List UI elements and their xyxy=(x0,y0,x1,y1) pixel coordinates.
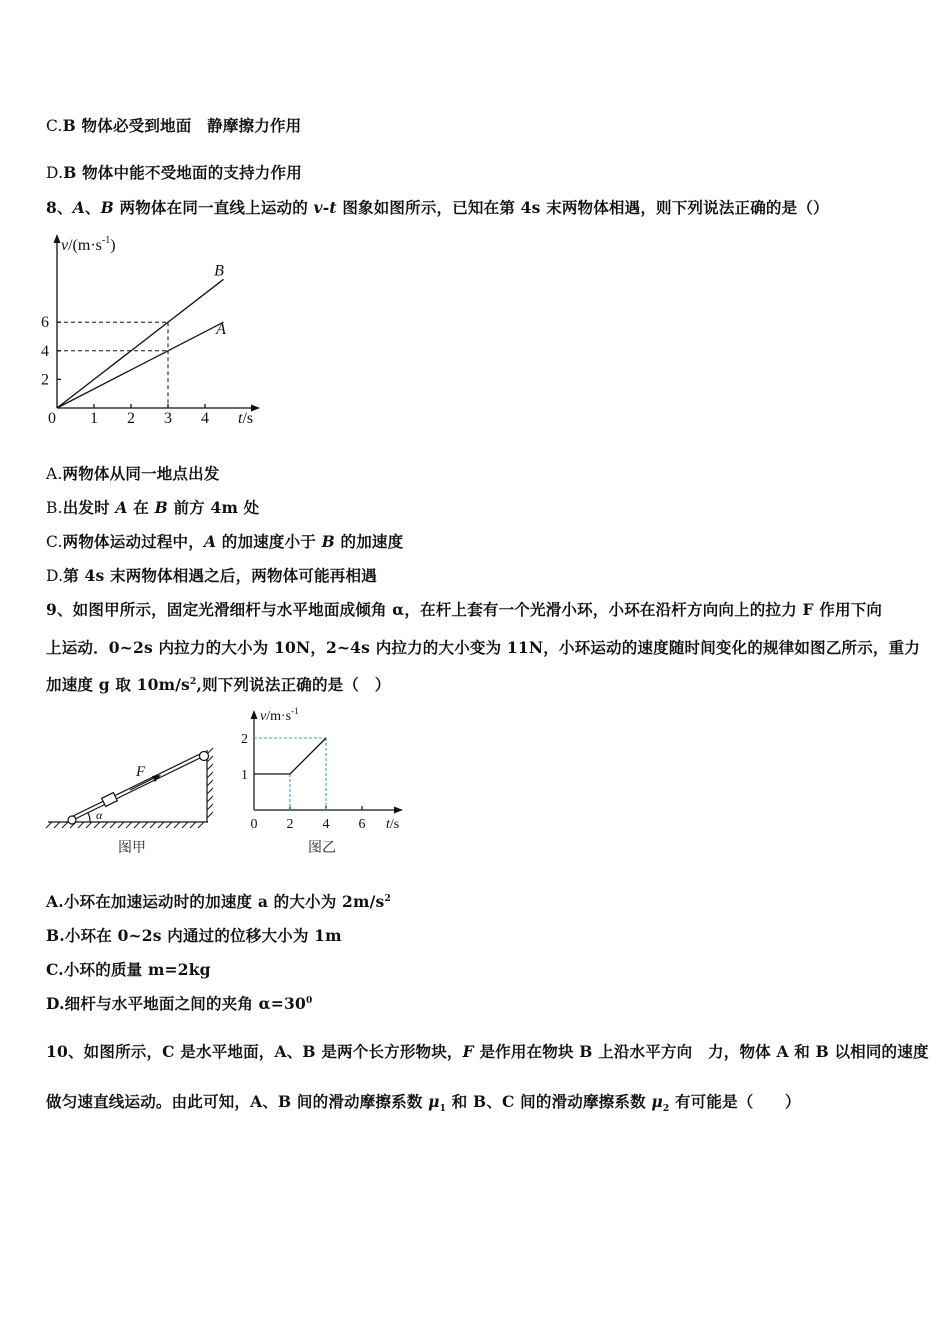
x-tick-label-2: 2 xyxy=(127,410,135,427)
q8-stem: 8、A、B 两物体在同一直线上运动的 v-t 图象如图所示，已知在第 4s 末两物体相遇，则下列说法正确的是（） xyxy=(46,198,829,217)
x-tick-label-3: 3 xyxy=(164,410,172,427)
y-tick-label-2: 2 xyxy=(241,732,248,747)
q9-option-b: B.小环在 0~2s 内通过的位移大小为 1m xyxy=(46,926,342,945)
series-line-B xyxy=(57,279,224,408)
caption-yi: 图乙 xyxy=(308,841,336,856)
q9-stem-line2: 上运动．0~2s 内拉力的大小为 10N，2~4s 内拉力的大小变为 11N，小环运动的速度随时间变化的规律如图乙所示，重力 xyxy=(46,638,921,657)
y-axis-arrow xyxy=(54,234,61,243)
x-tick-label-2: 2 xyxy=(286,817,294,832)
y-tick-label-6: 6 xyxy=(41,314,49,332)
series-line-A xyxy=(57,322,224,408)
q8-option-c: C.两物体运动过程中，A 的加速度小于 B 的加速度 xyxy=(46,532,404,551)
x-axis-label: t/s xyxy=(386,817,400,832)
q7-option-c: C.B 物体必受到地面 静摩擦力作用 xyxy=(46,116,302,135)
q9-stem-line1: 9、如图甲所示，固定光滑细杆与水平地面成倾角 α，在杆上套有一个光滑小环，小环在沿杆方向向上的拉力 F 作用下向 xyxy=(46,600,883,619)
q9-option-a: A.小环在加速运动时的加速度 a 的大小为 $2m/s^2$ xyxy=(46,892,391,911)
y-axis-label: $v/(m\cdot s^{-1})$ xyxy=(61,235,116,254)
q10-stem-line2: 做匀速直线运动。由此可知，A、B 间的滑动摩擦系数 $\mu_1$ 和 B、C 间的滑动摩擦系数 $\mu_2$ 有可能是（ ） xyxy=(46,1092,801,1115)
origin-label: 0 xyxy=(250,817,258,832)
q8-option-d: D.第 4s 末两物体相遇之后，两物体可能再相遇 xyxy=(46,566,377,585)
q7-option-d: D.B 物体中能不受地面的支持力作用 xyxy=(46,163,302,182)
top-hinge xyxy=(200,752,209,761)
origin-label: 0 xyxy=(48,410,56,427)
y-tick-label-1: 1 xyxy=(241,768,248,783)
x-tick-label-4: 4 xyxy=(322,817,330,832)
q8-vt-graph xyxy=(38,228,278,433)
q8-option-a: A.两物体从同一地点出发 xyxy=(46,464,220,483)
q8-option-b: B.出发时 A 在 B 前方 4m 处 xyxy=(46,498,260,517)
caption-jia: 图甲 xyxy=(118,841,146,856)
y-tick-label-2: 2 xyxy=(41,371,49,389)
q9-option-d: D.细杆与水平地面之间的夹角 $\alpha=30^0$ xyxy=(46,994,313,1013)
y-axis-label: $v/m\cdot s^{-1}$ xyxy=(260,706,299,724)
q9-option-c: C.小环的质量 m=2kg xyxy=(46,960,211,979)
series-line-ring xyxy=(254,738,326,774)
y-axis-arrow xyxy=(251,710,258,719)
force-label: F xyxy=(136,764,146,780)
x-tick-label-6: 6 xyxy=(358,817,366,832)
bottom-hinge xyxy=(68,816,76,824)
q9-figure-yi xyxy=(236,704,416,862)
q9-stem-line3: 加速度 g 取 $10m/s^2$,则下列说法正确的是（ ） xyxy=(46,675,391,694)
x-axis-label: t/s xyxy=(238,410,254,427)
rod-line-2 xyxy=(71,753,202,817)
series-label-A: A xyxy=(216,321,226,339)
angle-label: α xyxy=(96,808,103,822)
y-tick-label-4: 4 xyxy=(41,342,49,360)
series-label-B: B xyxy=(214,262,224,280)
ring xyxy=(102,793,118,807)
angle-arc xyxy=(88,813,90,822)
x-tick-label-4: 4 xyxy=(201,410,209,427)
x-axis-arrow xyxy=(394,807,403,814)
x-tick-label-1: 1 xyxy=(90,410,98,427)
q9-figure-jia xyxy=(44,740,224,862)
q10-stem-line1: 10、如图所示，C 是水平地面，A、B 是两个长方形物块，F 是作用在物块 B 上沿水平方向 力，物体 A 和 B 以相同的速度 xyxy=(46,1042,929,1061)
